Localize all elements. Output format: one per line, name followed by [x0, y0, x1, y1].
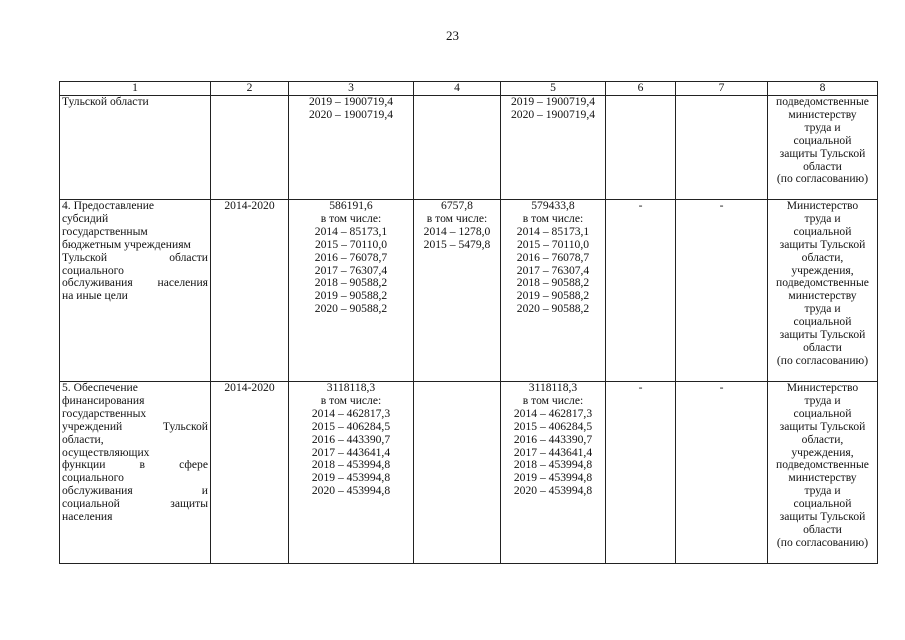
measure-name-line: на иные цели [62, 289, 128, 303]
funding-line: 2016 – 443390,7 [513, 432, 593, 446]
col6-cell [606, 382, 676, 564]
header-cell-5: 5 [501, 82, 606, 96]
regional-funding-cell [501, 96, 606, 200]
measure-name-line: осуществляющих [62, 445, 150, 459]
header-cell-1: 1 [60, 82, 211, 96]
period-cell [211, 96, 289, 200]
funding-line: 2019 – 453994,8 [311, 471, 391, 485]
measure-name-line: бюджетным учреждениям [62, 237, 191, 251]
funding-line: 2020 – 90588,2 [516, 302, 590, 316]
col6-cell [606, 200, 676, 382]
responsible-line: социальной [793, 315, 852, 329]
responsible-line: защиты Тульской [779, 237, 866, 251]
responsible-line: (по согласованию) [776, 535, 869, 549]
responsible-line: защиты Тульской [779, 146, 866, 160]
measure-name-line: обслуживания и [62, 484, 208, 498]
page-number: 23 [446, 28, 459, 43]
federal-funding-cell [414, 200, 501, 382]
responsible-line: Министерство [786, 199, 859, 212]
measure-name-line: социального [62, 471, 124, 485]
measure-name-cell [60, 382, 211, 564]
program-measures-table [59, 81, 878, 564]
header-cell-3: 3 [289, 82, 414, 96]
funding-line: 2017 – 76307,4 [314, 263, 388, 277]
header-cell-8: 8 [768, 82, 878, 96]
responsible-cell [768, 200, 878, 382]
funding-line: 2020 – 453994,8 [513, 484, 593, 498]
measure-name-line: 5. Обеспечение [62, 381, 138, 394]
period-line: 2014-2020 [224, 381, 275, 394]
funding-line: 2015 – 406284,5 [513, 419, 593, 433]
measure-name-line: обслуживания населения [62, 276, 208, 290]
funding-line: 2015 – 70110,0 [314, 237, 388, 251]
dash-value: - [719, 381, 724, 394]
responsible-line: области [803, 340, 842, 354]
responsible-line: министерству [788, 289, 857, 303]
funding-line: 2014 – 85173,1 [516, 224, 590, 238]
responsible-line: социальной [793, 224, 852, 238]
responsible-line: (по согласованию) [776, 172, 869, 186]
responsible-line: подведомственные [776, 458, 869, 472]
responsible-line: области [803, 159, 842, 173]
responsible-line: подведомственные [776, 95, 869, 108]
measure-name-line: государственных [62, 406, 147, 420]
period-cell [211, 200, 289, 382]
measure-name-line: населения [62, 510, 113, 524]
responsible-line: социальной [793, 406, 852, 420]
measure-name-cell [60, 96, 211, 200]
responsible-cell [768, 382, 878, 564]
col7-cell [676, 96, 768, 200]
total-funding-cell [289, 96, 414, 200]
federal-funding-cell [414, 382, 501, 564]
funding-line: в том числе: [320, 211, 382, 225]
funding-line: 2020 – 453994,8 [311, 484, 391, 498]
funding-line: 2016 – 76078,7 [314, 250, 388, 264]
responsible-cell [768, 96, 878, 200]
col6-cell [606, 96, 676, 200]
table-row-measure-5 [60, 382, 878, 564]
regional-funding-cell [501, 200, 606, 382]
funding-line: 2017 – 76307,4 [516, 263, 590, 277]
header-cell-2: 2 [211, 82, 289, 96]
funding-line: 2014 – 85173,1 [314, 224, 388, 238]
header-cell-4: 4 [414, 82, 501, 96]
responsible-line: социальной [793, 497, 852, 511]
funding-line: 2018 – 453994,8 [311, 458, 391, 472]
funding-line: 586191,6 [329, 199, 373, 212]
funding-line: в том числе: [522, 393, 584, 407]
table-header-row [60, 82, 878, 96]
regional-funding-cell [501, 382, 606, 564]
funding-line: 2017 – 443641,4 [513, 445, 593, 459]
measure-name-line: функции в сфере [62, 458, 208, 472]
measure-name-cell [60, 200, 211, 382]
funding-line: в том числе: [426, 211, 488, 225]
responsible-line: защиты Тульской [779, 328, 866, 342]
funding-line: 6757,8 [441, 199, 473, 212]
funding-line: в том числе: [522, 211, 584, 225]
responsible-line: Министерство [786, 381, 859, 394]
responsible-line: области, [801, 432, 844, 446]
funding-line: 2020 – 1900719,4 [510, 107, 596, 121]
total-funding-cell [289, 382, 414, 564]
responsible-line: учреждения, [791, 445, 854, 459]
funding-line: 2014 – 1278,0 [423, 224, 491, 238]
funding-line: 2015 – 406284,5 [311, 419, 391, 433]
funding-line: 2019 – 90588,2 [516, 289, 590, 303]
measure-name-line: финансирования [62, 393, 145, 407]
funding-line: 2017 – 443641,4 [311, 445, 391, 459]
responsible-line: министерству [788, 471, 857, 485]
table-row-measure-4 [60, 200, 878, 382]
funding-line: 2018 – 90588,2 [314, 276, 388, 290]
responsible-line: труда и [804, 211, 841, 225]
responsible-line: труда и [804, 393, 841, 407]
funding-line: 2019 – 90588,2 [314, 289, 388, 303]
funding-line: в том числе: [320, 393, 382, 407]
responsible-line: (по согласованию) [776, 353, 869, 367]
funding-line: 2020 – 90588,2 [314, 302, 388, 316]
responsible-line: защиты Тульской [779, 510, 866, 524]
period-line: 2014-2020 [224, 199, 275, 212]
funding-line: 2018 – 90588,2 [516, 276, 590, 290]
measure-name-line: социальной защиты [62, 497, 208, 511]
funding-line: 2014 – 462817,3 [311, 406, 391, 420]
funding-line: 2015 – 5479,8 [423, 237, 491, 251]
table-row-continuation [60, 96, 878, 200]
dash-value: - [638, 381, 643, 394]
funding-line: 2014 – 462817,3 [513, 406, 593, 420]
funding-line: 2016 – 443390,7 [311, 432, 391, 446]
measure-name-line: государственным [62, 224, 148, 238]
responsible-line: учреждения, [791, 263, 854, 277]
responsible-line: защиты Тульской [779, 419, 866, 433]
responsible-line: труда и [804, 484, 841, 498]
period-cell [211, 382, 289, 564]
header-cell-6: 6 [606, 82, 676, 96]
federal-funding-cell [414, 96, 501, 200]
measure-name-line: субсидий [62, 211, 109, 225]
measure-name-line: Тульской области [62, 250, 208, 264]
measure-name-line: Тульской области [62, 95, 149, 108]
responsible-line: труда и [804, 302, 841, 316]
responsible-line: труда и [804, 120, 841, 134]
funding-line: 2019 – 453994,8 [513, 471, 593, 485]
dash-value: - [638, 199, 643, 212]
total-funding-cell [289, 200, 414, 382]
funding-line: 2018 – 453994,8 [513, 458, 593, 472]
dash-value: - [719, 199, 724, 212]
funding-line: 2019 – 1900719,4 [510, 95, 596, 108]
funding-line: 2016 – 76078,7 [516, 250, 590, 264]
measure-name-line: 4. Предоставление [62, 199, 155, 212]
responsible-line: подведомственные [776, 276, 869, 290]
measure-name-line: области, [62, 432, 104, 446]
funding-line: 3118118,3 [528, 381, 578, 394]
col7-cell [676, 200, 768, 382]
responsible-line: министерству [788, 107, 857, 121]
funding-line: 2020 – 1900719,4 [308, 107, 394, 121]
funding-line: 579433,8 [531, 199, 575, 212]
header-cell-7: 7 [676, 82, 768, 96]
responsible-line: области, [801, 250, 844, 264]
funding-line: 2019 – 1900719,4 [308, 95, 394, 108]
measure-name-line: учреждений Тульской [62, 419, 208, 433]
col7-cell [676, 382, 768, 564]
funding-line: 2015 – 70110,0 [516, 237, 590, 251]
funding-line: 3118118,3 [326, 381, 376, 394]
measure-name-line: социального [62, 263, 124, 277]
responsible-line: социальной [793, 133, 852, 147]
responsible-line: области [803, 522, 842, 536]
